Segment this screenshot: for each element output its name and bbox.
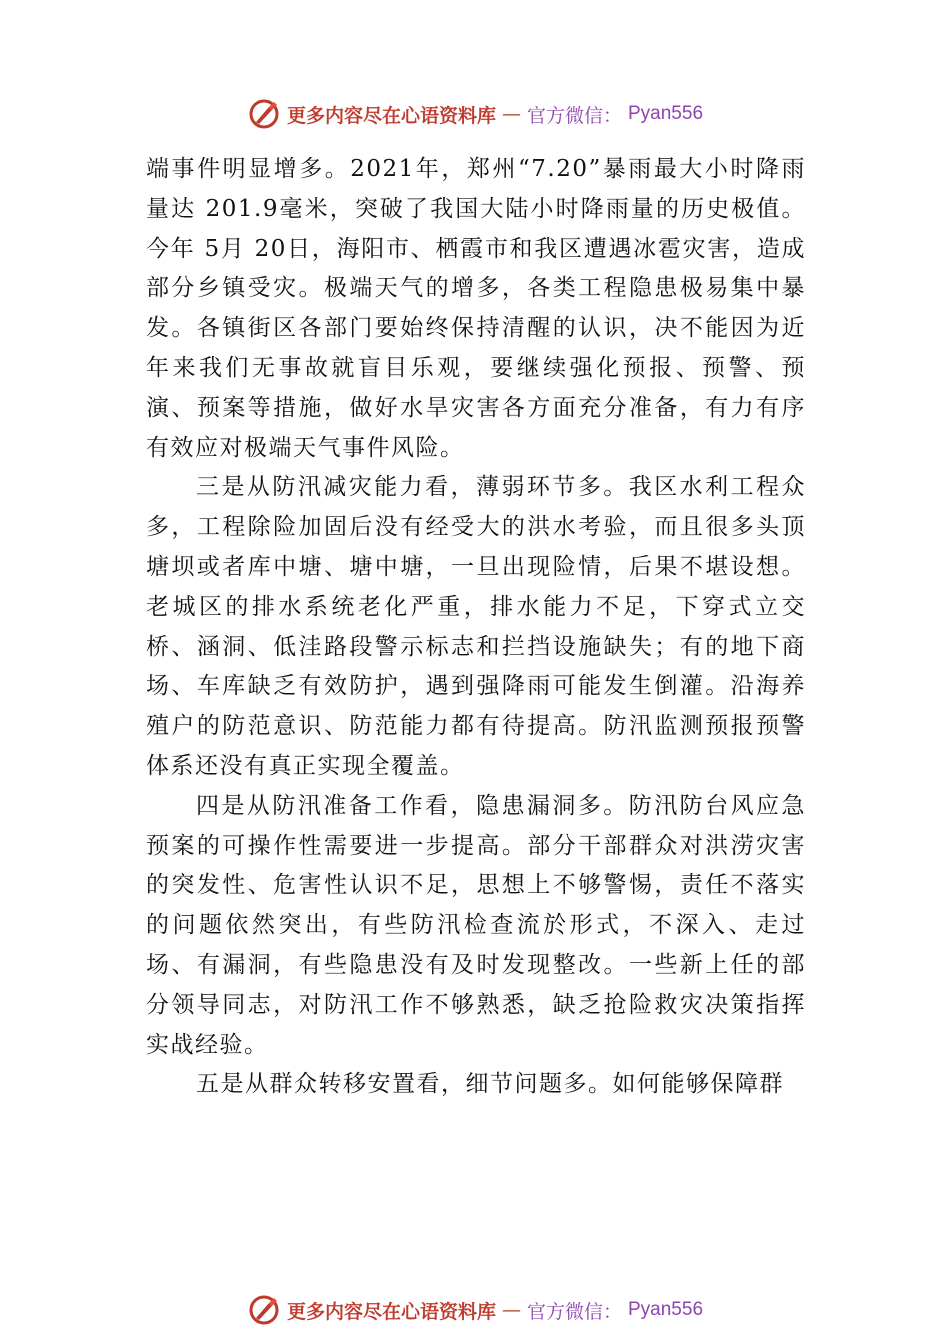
document-body — [146, 150, 806, 1105]
footer-separator: — — [501, 1299, 521, 1321]
paragraph-point-three: 三是从防汛减灾能力看，薄弱环节多。我区水利工程众多，工程除险加固后没有经受大的洪水考验，而且很多头顶塘坝或者库中塘、塘中塘，一旦出现险情，后果不堪设想。老城区的排水系统老化严重，排水能力不足，下穿式立交桥、涵洞、低洼路段警示标志和拦挡设施缺失；有的地下商场、车库缺乏有效防护，遇到强降雨可能发生倒灌。沿海养殖户的防范意识、防范能力都有待提高。防汛监测预报预警体系还没有真正实现全覆盖。 — [146, 474, 806, 779]
paragraph-point-five: 五是从群众转移安置看，细节问题多。如何能够保障群 — [196, 1071, 784, 1098]
footer-banner — [0, 1290, 950, 1330]
paragraph-continued: 端事件明显增多。2021年，郑州“7.20”暴雨最大小时降雨量达 201.9毫米，突破了我国大陆小时降雨量的历史极值。今年 5月 20日，海阳市、栖霞市和我区遭遇冰雹灾害，造成部分乡镇受灾。极端天气的增多，各类工程隐患极易集中暴发。各镇街区各部门要始终保持清醒的认识，决不能因为近年来我们无事故就盲目乐观，要继续强化预报、预警、预演、预案等措施，做好水旱灾害各方面充分准备，有力有序有效应对极端天气事件风险。 — [146, 156, 806, 461]
header-brand-text: 更多内容尽在心语资料库 — [286, 104, 496, 127]
pen-circle-logo-icon — [247, 1293, 281, 1327]
header-banner — [0, 94, 950, 134]
header-separator: — — [501, 103, 521, 125]
paragraph-point-four: 四是从防汛准备工作看，隐患漏洞多。防汛防台风应急预案的可操作性需要进一步提高。部分干部群众对洪涝灾害的突发性、危害性认识不足，思想上不够警惕，责任不落实的问题依然突出，有些防汛检查流於形式，不深入、走过场、有漏洞，有些隐患没有及时发现整改。一些新上任的部分领导同志，对防汛工作不够熟悉，缺乏抢险救灾决策指挥实战经验。 — [146, 792, 806, 1058]
pen-circle-logo-icon — [247, 97, 281, 131]
footer-banner-content — [247, 1293, 703, 1327]
header-wechat-label: 官方微信： — [526, 104, 622, 127]
footer-wechat-label: 官方微信： — [526, 1300, 622, 1323]
header-banner-content — [247, 97, 703, 131]
header-wechat-id: Pyan556 — [628, 103, 704, 124]
footer-wechat-id: Pyan556 — [628, 1299, 704, 1320]
footer-brand-text: 更多内容尽在心语资料库 — [286, 1300, 496, 1323]
